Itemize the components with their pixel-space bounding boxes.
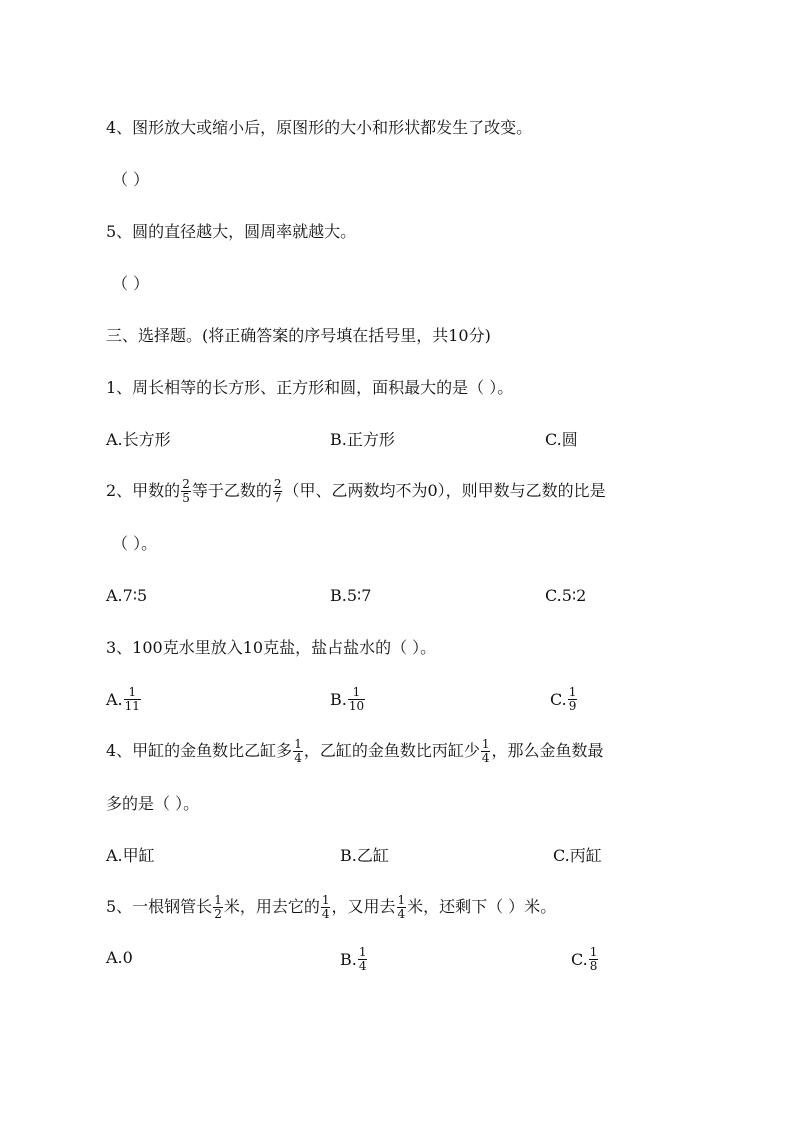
mc-q5-option-b[interactable] bbox=[340, 946, 368, 973]
option-label: C. bbox=[571, 949, 588, 969]
mc-q2-option-c[interactable]: C.5∶2 bbox=[545, 586, 587, 605]
mc-q4-option-c[interactable]: C.丙缸 bbox=[553, 846, 602, 865]
judge-q4-answer-blank[interactable]: （ ） bbox=[112, 170, 150, 189]
mc-q5-part3: ，又用去 bbox=[331, 897, 396, 916]
fraction: $\frac{1}{4}$ bbox=[481, 736, 490, 765]
mc-q5-part1: 5、一根钢管长 bbox=[106, 897, 213, 916]
fraction: $\frac{1}{11}$ bbox=[124, 685, 140, 713]
mc-q1-text: 1、周长相等的长方形、正方形和圆，面积最大的是（ ）。 bbox=[106, 378, 514, 397]
mc-q5-option-c[interactable] bbox=[571, 946, 599, 973]
fraction: $\frac{1}{4}$ bbox=[397, 892, 406, 921]
section3-heading: 三、选择题。(将正确答案的序号填在括号里，共10分) bbox=[106, 326, 491, 345]
mc-q2-option-a[interactable]: A.7∶5 bbox=[106, 586, 148, 605]
judge-q5-text: 5、圆的直径越大，圆周率就越大。 bbox=[106, 222, 357, 241]
fraction: $\frac{2}{7}$ bbox=[273, 476, 282, 505]
mc-q5-text bbox=[106, 894, 556, 920]
mc-q1-option-a[interactable]: A.长方形 bbox=[106, 430, 171, 449]
fraction: $\frac{1}{4}$ bbox=[294, 736, 302, 765]
fraction: $\frac{1}{10}$ bbox=[348, 685, 365, 713]
mc-q4-part2: ，乙缸的金鱼数比丙缸少 bbox=[303, 741, 480, 760]
judge-q4-text: 4、图形放大或缩小后，原图形的大小和形状都发生了改变。 bbox=[106, 118, 533, 137]
mc-q4-option-b[interactable]: B.乙缸 bbox=[340, 846, 389, 865]
mc-q2-option-b[interactable]: B.5∶7 bbox=[330, 586, 372, 605]
mc-q5-option-a[interactable]: A.0 bbox=[106, 948, 133, 967]
mc-q3-text: 3、100克水里放入10克盐，盐占盐水的（ ）。 bbox=[106, 638, 437, 657]
mc-q5-part2: 米，用去它的 bbox=[223, 897, 320, 916]
option-label: A. bbox=[106, 689, 123, 709]
option-label: C. bbox=[550, 689, 567, 709]
fraction: $\frac{1}{2}$ bbox=[214, 892, 222, 921]
judge-q5-answer-blank[interactable]: （ ） bbox=[112, 274, 150, 293]
fraction: $\frac{1}{4}$ bbox=[358, 945, 367, 973]
fraction: $\frac{2}{5}$ bbox=[182, 476, 190, 505]
mc-q2-part2: 等于乙数的 bbox=[191, 481, 272, 500]
mc-q3-option-c[interactable] bbox=[550, 686, 578, 713]
mc-q2-text bbox=[106, 478, 606, 504]
mc-q2-part1: 2、甲数的 bbox=[106, 481, 181, 500]
option-label: B. bbox=[340, 949, 357, 969]
mc-q2-part3: （甲、乙两数均不为0），则甲数与乙数的比是 bbox=[283, 481, 606, 500]
mc-q5-part4: 米，还剩下（ ）米。 bbox=[407, 897, 557, 916]
mc-q4-part3: ，那么金鱼数最 bbox=[491, 741, 604, 760]
mc-q4-text bbox=[106, 738, 604, 764]
fraction: $\frac{1}{8}$ bbox=[589, 945, 598, 973]
fraction: $\frac{1}{9}$ bbox=[568, 685, 577, 713]
fraction: $\frac{1}{4}$ bbox=[321, 892, 330, 921]
mc-q4-part1: 4、甲缸的金鱼数比乙缸多 bbox=[106, 741, 293, 760]
mc-q1-option-c[interactable]: C.圆 bbox=[545, 430, 578, 449]
mc-q1-option-b[interactable]: B.正方形 bbox=[330, 430, 395, 449]
mc-q3-option-b[interactable] bbox=[330, 686, 366, 713]
mc-q2-answer-blank[interactable]: （ ）。 bbox=[112, 534, 158, 553]
mc-q3-option-a[interactable] bbox=[106, 686, 142, 713]
mc-q4-option-a[interactable]: A.甲缸 bbox=[106, 846, 155, 865]
option-label: B. bbox=[330, 689, 347, 709]
mc-q4-answer-line[interactable]: 多的是（ ）。 bbox=[106, 794, 200, 813]
